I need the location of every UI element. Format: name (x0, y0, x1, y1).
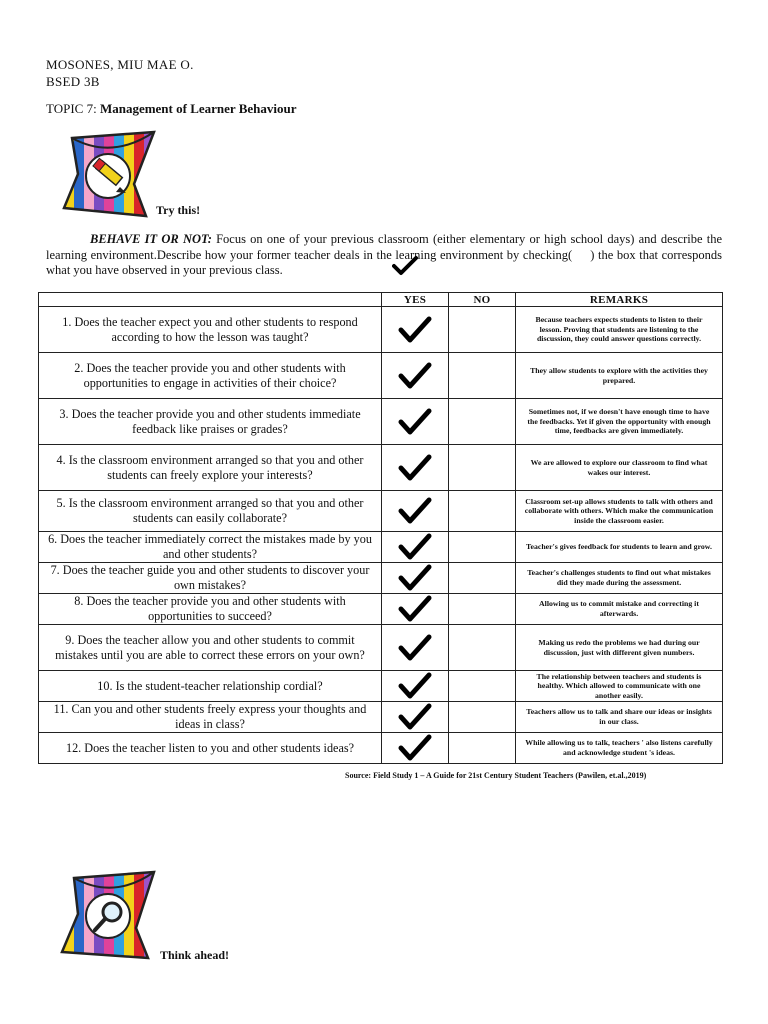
question-cell: 5. Is the classroom environment arranged so that you and other students can easily collaborate? (39, 491, 382, 532)
question-cell: 1. Does the teacher expect you and other students to respond according to how the lesson was taught? (39, 307, 382, 353)
remark-cell: Because teachers expects students to listen to their lesson. Proving that students are listening to the discussion, they could answer questions correctly. (516, 307, 723, 353)
instructions-lead: BEHAVE IT OR NOT: (90, 232, 212, 246)
table-row (39, 307, 723, 353)
topic-title: Management of Learner Behaviour (99, 101, 297, 116)
checkmark-icon (398, 672, 432, 700)
table-row (39, 594, 723, 625)
table-row (39, 353, 723, 399)
table-header-row (39, 293, 723, 307)
topic-heading (46, 101, 296, 117)
remark-cell: The relationship between teachers and students is healthy. Which allowed to communicate with one another easily. (516, 671, 723, 702)
yes-cell (382, 307, 449, 353)
no-cell (449, 353, 516, 399)
table-row (39, 399, 723, 445)
yes-cell (382, 733, 449, 764)
no-cell (449, 563, 516, 594)
checkmark-icon (398, 595, 432, 623)
checkmark-icon (398, 316, 432, 344)
checkmark-icon (398, 533, 432, 561)
remark-cell: Teacher's gives feedback for students to learn and grow. (516, 532, 723, 563)
table-body (39, 307, 723, 764)
remark-cell: We are allowed to explore our classroom to find what wakes our interest. (516, 445, 723, 491)
no-cell (449, 532, 516, 563)
checkmark-icon (398, 497, 432, 525)
remark-cell: Making us redo the problems we had during our discussion, just with different given numbers. (516, 625, 723, 671)
remark-cell: They allow students to explore with the activities they prepared. (516, 353, 723, 399)
header-remarks: REMARKS (516, 293, 723, 307)
checkmark-icon (398, 408, 432, 436)
no-cell (449, 445, 516, 491)
yes-cell (382, 491, 449, 532)
yes-cell (382, 671, 449, 702)
table-row (39, 563, 723, 594)
question-cell: 4. Is the classroom environment arranged so that you and other students can freely explore your interests? (39, 445, 382, 491)
header-no: NO (449, 293, 516, 307)
topic-label: TOPIC 7: (46, 101, 97, 116)
question-cell: 11. Can you and other students freely express your thoughts and ideas in class? (39, 702, 382, 733)
yes-cell (382, 563, 449, 594)
question-cell: 3. Does the teacher provide you and other students immediate feedback like praises or grades? (39, 399, 382, 445)
table-row (39, 491, 723, 532)
checkmark-icon (398, 564, 432, 592)
no-cell (449, 307, 516, 353)
student-name: MOSONES, MIU MAE O. (46, 57, 194, 72)
table-row (39, 733, 723, 764)
question-cell: 8. Does the teacher provide you and other students with opportunities to succeed? (39, 594, 382, 625)
table-row (39, 702, 723, 733)
question-cell: 12. Does the teacher listen to you and other students ideas? (39, 733, 382, 764)
behavior-table (38, 292, 723, 764)
no-cell (449, 733, 516, 764)
table-row (39, 445, 723, 491)
yes-cell (382, 353, 449, 399)
yes-cell (382, 594, 449, 625)
source-citation: Source: Field Study 1 – A Guide for 21st Century Student Teachers (Pawilen, et.al.,2019) (345, 771, 647, 780)
student-course: BSED 3B (46, 74, 100, 89)
no-cell (449, 702, 516, 733)
instructions-paragraph (46, 232, 722, 279)
question-cell: 10. Is the student-teacher relationship cordial? (39, 671, 382, 702)
try-this-label: Try this! (156, 203, 201, 217)
no-cell (449, 671, 516, 702)
checkmark-icon (392, 256, 418, 276)
checkmark-icon (398, 362, 432, 390)
think-ahead-label: Think ahead! (160, 948, 230, 962)
remark-cell: Classroom set-up allows students to talk with others and collaborate with others. Which make the communication inside the classroom easier. (516, 491, 723, 532)
no-cell (449, 625, 516, 671)
no-cell (449, 594, 516, 625)
table-row (39, 671, 723, 702)
header-yes: YES (382, 293, 449, 307)
remark-cell: Sometimes not, if we doesn't have enough time to have the feedbacks. Yet if given the opportunity with enough time, feedbacks are given immediately. (516, 399, 723, 445)
yes-cell (382, 445, 449, 491)
question-cell: 7. Does the teacher guide you and other students to discover your own mistakes? (39, 563, 382, 594)
instructions-text-2: ) the box that corresponds what you have observed in your previous class. (46, 247, 722, 277)
remark-cell: Allowing us to commit mistake and correcting it afterwards. (516, 594, 723, 625)
no-cell (449, 491, 516, 532)
no-cell (449, 399, 516, 445)
yes-cell (382, 702, 449, 733)
question-cell: 2. Does the teacher provide you and other students with opportunities to engage in activities of their choice? (39, 353, 382, 399)
question-cell: 9. Does the teacher allow you and other students to commit mistakes until you are able to correct these errors on your own? (39, 625, 382, 671)
magnifier-banner-icon (44, 868, 162, 964)
question-cell: 6. Does the teacher immediately correct the mistakes made by you and other students? (39, 532, 382, 563)
remark-cell: While allowing us to talk, teachers ' also listens carefully and acknowledge student 's ideas. (516, 733, 723, 764)
yes-cell (382, 532, 449, 563)
remark-cell: Teacher's challenges students to find out what mistakes did they made during the assessment. (516, 563, 723, 594)
header-question (39, 293, 382, 307)
checkmark-icon (398, 634, 432, 662)
checkmark-icon (398, 703, 432, 731)
yes-cell (382, 625, 449, 671)
table-row (39, 532, 723, 563)
checkmark-icon (398, 734, 432, 762)
checkmark-icon (398, 454, 432, 482)
instructions-text-1: Focus on one of your previous classroom (either elementary or high school days) and describe the learning environment.Describe how your former teacher deals in the learning environment by checking( (46, 232, 722, 262)
remark-cell: Teachers allow us to talk and share our ideas or insights in our class. (516, 702, 723, 733)
table-row (39, 625, 723, 671)
yes-cell (382, 399, 449, 445)
pencil-banner-icon (50, 130, 162, 222)
